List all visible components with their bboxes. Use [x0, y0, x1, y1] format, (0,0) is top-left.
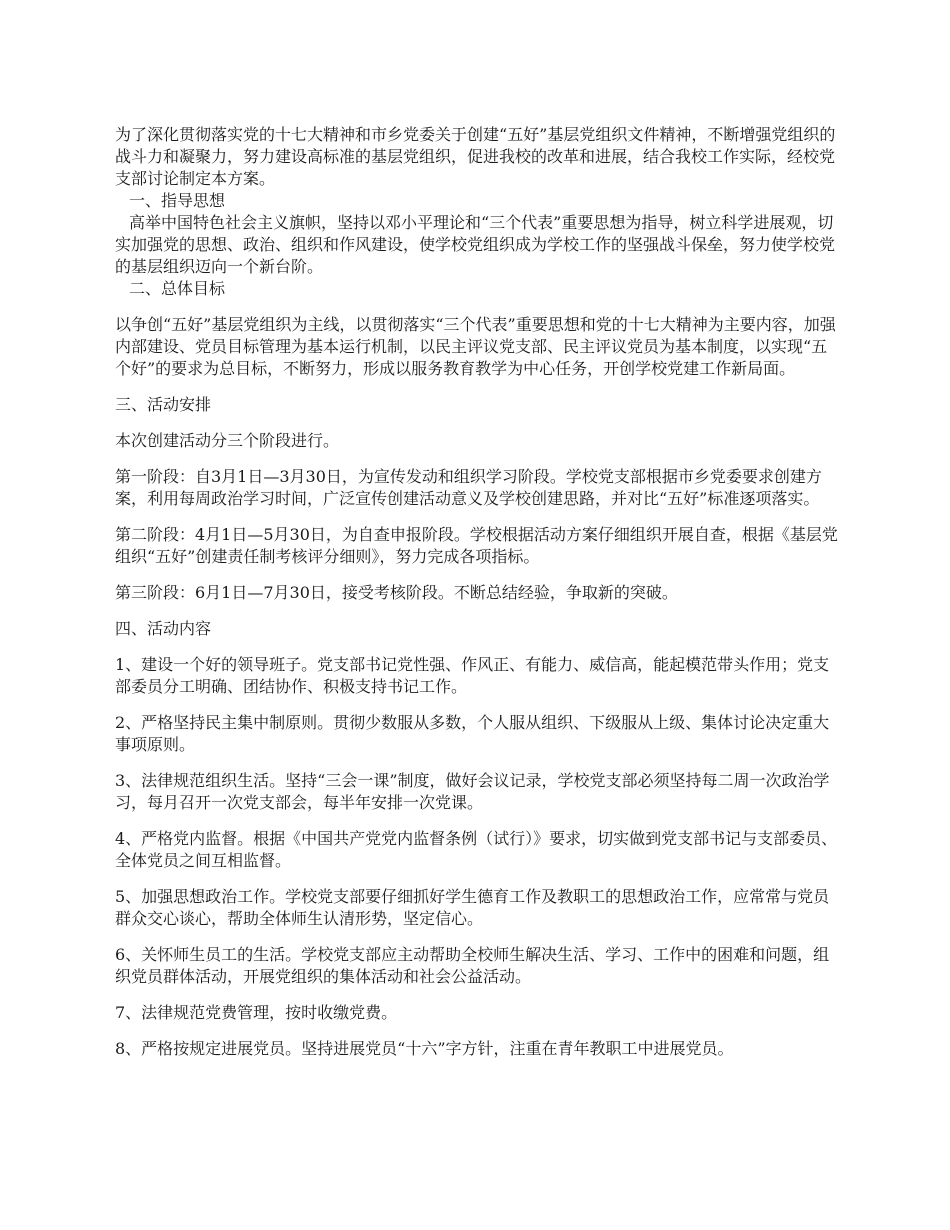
document-page	[115, 124, 843, 1060]
list-item: 7、法律规范党费管理，按时收缴党费。	[115, 1003, 398, 1022]
section-3-intro: 本次创建活动分三个阶段进行。	[115, 431, 340, 450]
section-1-body: 高举中国特色社会主义旗帜，坚持以邓小平理论和“三个代表”重要思想为指导，树立科学进展观，切实加强党的思想、政治、组织和作风建设，使学校党组织成为学校工作的坚强战斗保垒，努力使学校党的基层组织迈向一个新台阶。	[115, 213, 836, 276]
list-item: 3、法律规范组织生活。坚持“三会一课”制度，做好会议记录，学校党支部必须坚持每二周一次政治学习，每月召开一次党支部会，每半年安排一次党课。	[115, 771, 830, 812]
list-item: 8、严格按规定进展党员。坚持进展党员“十六”字方针，注重在青年教职工中进展党员。	[115, 1039, 734, 1058]
section-2-heading: 二、总体目标	[129, 279, 226, 298]
section-2-body: 以争创“五好”基层党组织为主线，以贯彻落实“三个代表”重要思想和党的十七大精神为主要内容，加强内部建设、党员目标管理为基本运行机制，以民主评议党支部、民主评议党员为基本制度，以实现“五个好”的要求为总目标，不断努力，形成以服务教育教学为中心任务，开创学校党建工作新局面。	[115, 315, 836, 378]
list-item: 1、建设一个好的领导班子。党支部书记党性强、作风正、有能力、威信高，能起模范带头作用；党支部委员分工明确、团结协作、积极支持书记工作。	[115, 655, 830, 696]
list-item: 2、严格坚持民主集中制原则。贯彻少数服从多数，个人服从组织、下级服从上级、集体讨论决定重大事项原则。	[115, 713, 830, 754]
phase-2-paragraph: 第二阶段：4月1日—5月30日，为自查申报阶段。学校根据活动方案仔细组织开展自查，根据《基层党组织“五好”创建责任制考核评分细则》，努力完成各项指标。	[115, 525, 838, 566]
intro-paragraph: 为了深化贯彻落实党的十七大精神和市乡党委关于创建“五好”基层党组织文件精神，不断增强党组织的战斗力和凝聚力，努力建设高标准的基层党组织，促进我校的改革和进展，结合我校工作实际，经校党支部讨论制定本方案。	[115, 125, 836, 188]
list-item: 4、严格党内监督。根据《中国共产党党内监督条例（试行）》要求，切实做到党支部书记与支部委员、全体党员之间互相监督。	[115, 829, 838, 870]
list-item: 6、关怀师生员工的生活。学校党支部应主动帮助全校师生解决生活、学习、工作中的困难和问题，组织党员群体活动，开展党组织的集体活动和社会公益活动。	[115, 945, 830, 986]
section-1-heading: 一、指导思想	[129, 191, 226, 210]
section-3-heading: 三、活动安排	[115, 395, 212, 414]
section-4-heading: 四、活动内容	[115, 619, 212, 638]
phase-3-paragraph: 第三阶段：6月1日—7月30日，接受考核阶段。不断总结经验，争取新的突破。	[115, 583, 678, 602]
list-item: 5、加强思想政治工作。学校党支部要仔细抓好学生德育工作及教职工的思想政治工作，应常常与党员群众交心谈心，帮助全体师生认清形势，坚定信心。	[115, 887, 830, 928]
phase-1-paragraph: 第一阶段：自3月1日—3月30日，为宣传发动和组织学习阶段。学校党支部根据市乡党委要求创建方案，利用每周政治学习时间，广泛宣传创建活动意义及学校创建思路，并对比“五好”标准逐项落实。	[115, 467, 822, 508]
